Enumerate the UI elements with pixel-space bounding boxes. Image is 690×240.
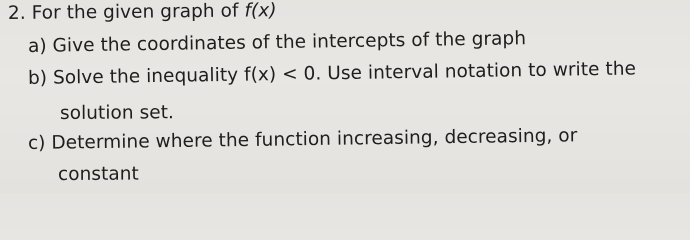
part-c-continuation — [58, 164, 139, 186]
part-b-label: b) — [27, 67, 48, 89]
part-b-inequality: f(x) < 0 — [243, 63, 316, 86]
part-c-text: Determine where the function increasing, decreasing, or — [51, 125, 578, 154]
part-a-text: Give the coordinates of the intercepts of the graph — [52, 28, 527, 57]
problem-intro: For the given graph of — [31, 0, 245, 24]
problem-2-statement — [8, 0, 277, 25]
part-b-text-before: Solve the inequality — [52, 64, 245, 89]
function-name: f(x) — [244, 0, 277, 22]
problem-number: 2. — [7, 2, 26, 24]
part-b-text-after: . Use interval notation to write the — [315, 58, 637, 85]
part-b-continuation-text: solution set. — [59, 102, 175, 124]
part-a — [28, 28, 526, 58]
part-c — [28, 125, 578, 155]
part-c-continuation-text: constant — [57, 163, 139, 185]
part-b — [28, 58, 636, 90]
part-a-label: a) — [27, 35, 47, 57]
part-b-continuation — [60, 102, 174, 125]
part-c-label: c) — [27, 132, 46, 154]
